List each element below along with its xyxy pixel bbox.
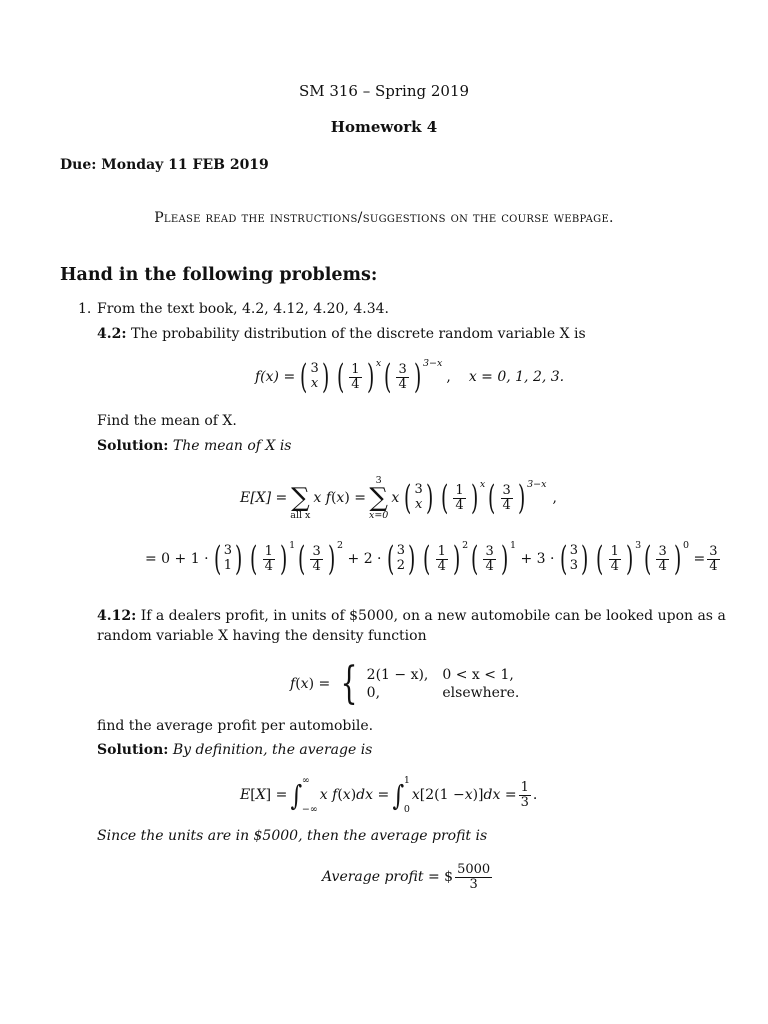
problem-4-12-statement bbox=[97, 608, 726, 624]
problem-4-2-statement bbox=[97, 326, 586, 342]
integral-0-1: ∫ 1 0 bbox=[392, 775, 410, 815]
solution-text: The mean of X is bbox=[172, 438, 292, 454]
pmf-domain: x = 0, 1, 2, 3. bbox=[468, 369, 565, 385]
course-title: SM 316 – Spring 2019 bbox=[298, 82, 470, 100]
expectation-result: $\frac{3}{4}$ bbox=[709, 543, 718, 574]
homework-title: Homework 4 bbox=[330, 118, 438, 136]
expectation-sum-equation: E[X] = ∑ all x x f ( x ) = 3 ∑ x=0 x ( 3 x ) ( $\frac{1}{4}$ ) x ( $\frac{3}{4}$ ) 3−x , bbox=[240, 474, 557, 521]
instructions-note: Please read the instructions/suggestions on the course webpage. bbox=[154, 210, 614, 226]
due-date: Due: Monday 11 FEB 2019 bbox=[60, 157, 269, 173]
frac-1-4: $\frac{1}{4}$ bbox=[351, 361, 360, 392]
problem-text: From the text book, 4.2, 4.12, 4.20, 4.34. bbox=[97, 301, 389, 317]
solution-4-12 bbox=[97, 742, 372, 758]
integral-result: $\frac{1}{3}$ bbox=[520, 779, 529, 810]
problem-4-2-find: Find the mean of X. bbox=[97, 413, 237, 429]
ex-lhs: E[X] = bbox=[240, 490, 288, 506]
problem-4-12-label: 4.12: bbox=[97, 608, 137, 624]
problem-4-2-label: 4.2: bbox=[97, 326, 127, 342]
problem-number: 1. bbox=[78, 301, 92, 317]
solution-label: Solution: bbox=[97, 438, 169, 454]
conclusion-text: Since the units are in $5000, then the average profit is bbox=[97, 828, 488, 844]
density-cases: 2(1 − x), 0 < x < 1, 0, elsewhere. bbox=[366, 667, 520, 701]
solution-4-2 bbox=[97, 438, 291, 454]
problem-4-12-text-line2: random variable X having the density function bbox=[97, 628, 427, 644]
density-equation: f ( x ) = { 2(1 − x), 0 < x < 1, 0, elsewhere. bbox=[290, 658, 520, 709]
binom-3-x: ( 3 x ) bbox=[300, 357, 330, 397]
frac-3-4: $\frac{3}{4}$ bbox=[398, 361, 407, 392]
solution-label-2: Solution: bbox=[97, 742, 169, 758]
pmf-equation: f(x) = ( 3 x ) ( $\frac{1}{4}$ ) x ( $\frac{3}{4}$ ) 3−x , x = 0, 1, 2, 3. bbox=[255, 357, 565, 397]
problem-4-2-text: The probability distribution of the discrete random variable X is bbox=[130, 326, 586, 342]
pmf-lhs: f(x) = bbox=[255, 369, 296, 385]
solution-text-2: By definition, the average is bbox=[172, 742, 373, 758]
problem-4-12-text-line1: If a dealers profit, in units of $5000, on a new automobile can be looked upon as a bbox=[140, 608, 726, 624]
integral-equation: E [ X ] = ∫ ∞ −∞ x f ( x ) dx = ∫ 1 0 x [2(1 − x )] dx = $\frac{1}{3}$ . bbox=[240, 775, 538, 815]
problem-4-12-find: find the average profit per automobile. bbox=[97, 718, 374, 734]
section-heading: Hand in the following problems: bbox=[60, 265, 378, 285]
expectation-expanded-equation: = 0 + 1 · ( 3 1 ) ( $\frac{1}{4}$ ) 1 ( $\frac{3}{4}$ ) 2 + 2 · ( 3 2 ) ( $\frac{1}{4}$ ) 2 ( $\frac{3}{4}$ ) 1 + 3 · ( 3 3 ) ( $\frac{1}{4}$ ) 3 ( $\frac{3}{4}$ ) 0 = $\frac{3}{4}$ bbox=[145, 539, 718, 579]
average-profit-label: Average profit bbox=[322, 869, 424, 885]
sum-all-x: ∑ all x bbox=[290, 483, 311, 521]
average-profit-fraction: $\frac{5000}{3}$ bbox=[457, 861, 491, 892]
integral-inf: ∫ ∞ −∞ bbox=[290, 775, 318, 815]
sum-0-to-3: 3 ∑ x=0 bbox=[368, 474, 389, 521]
average-profit-equation: Average profit = $ $\frac{5000}{3}$ bbox=[322, 861, 491, 892]
left-brace: { bbox=[340, 658, 358, 709]
